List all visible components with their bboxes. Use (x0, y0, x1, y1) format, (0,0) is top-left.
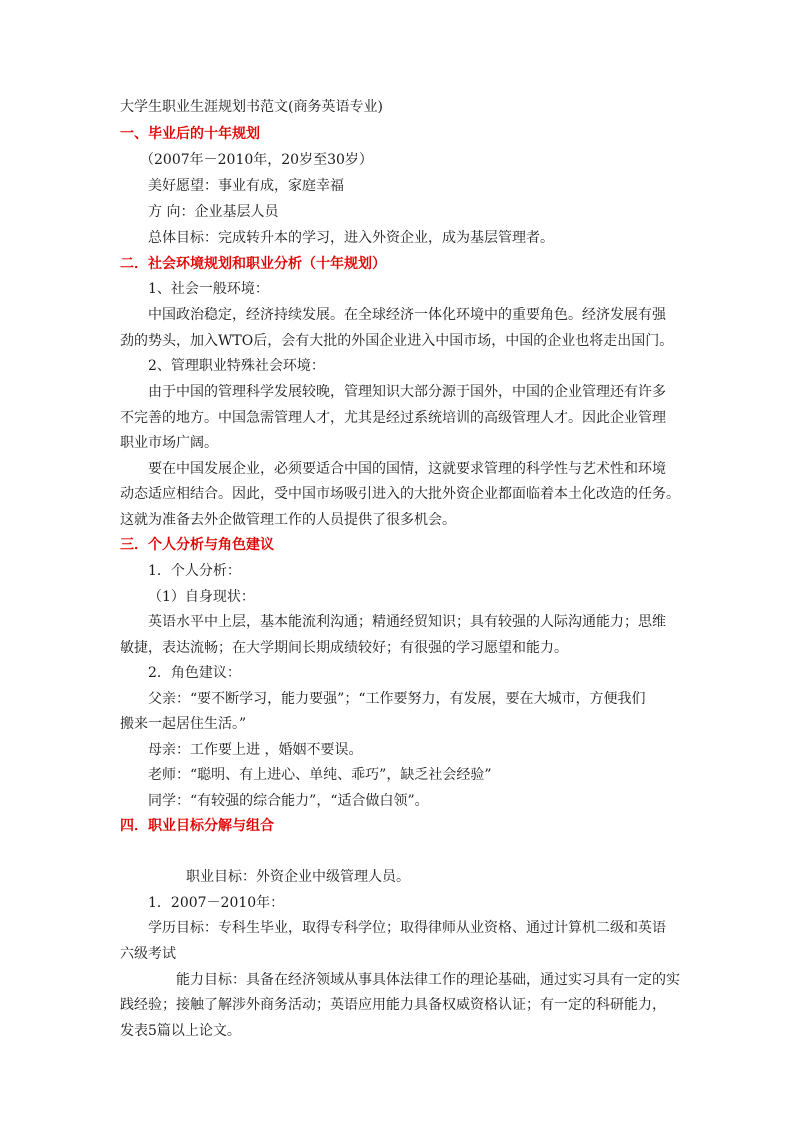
paragraph-line: 动态适应相结合。因此，受中国市场吸引进入的大批外资企业都面临着本土化改造的任务。 (120, 486, 680, 502)
mother-quote-line: 母亲：工作要上进 ，婚姻不要误。 (148, 742, 363, 758)
ability-goal-line: 发表5篇以上论文。 (120, 1023, 241, 1039)
ability-goal-line: 践经验；接触了解涉外商务活动；英语应用能力具备权威资格认证；有一定的科研能力， (120, 997, 666, 1013)
subheading-current-status: （1）自身现状： (148, 589, 255, 605)
education-goal-line: 学历目标：专科生毕业，取得专科学位；取得律师从业资格、通过计算机二级和英语 (148, 920, 666, 936)
direction-line: 方 向：企业基层人员 (148, 204, 279, 220)
ability-goal-line: 能力目标：具备在经济领域从事具体法律工作的理论基础，通过实习具有一定的实 (176, 972, 680, 988)
paragraph-line: 职业市场广阔。 (120, 435, 218, 451)
paragraph-line: 英语水平中上层，基本能流利沟通；精通经贸知识；具有较强的人际沟通能力；思维 (148, 614, 666, 630)
paragraph-line: 不完善的地方。中国急需管理人才，尤其是经过系统培训的高级管理人才。因此企业管理 (120, 410, 666, 426)
section-heading-2: 二．社会环境规划和职业分析（十年规划） (120, 256, 386, 272)
classmate-quote-line: 同学：“有较强的综合能力”，“适合做白领”。 (148, 793, 429, 809)
paragraph-line: 这就为准备去外企做管理工作的人员提供了很多机会。 (120, 512, 456, 528)
subheading-management-environment: 2、管理职业特殊社会环境： (148, 358, 325, 374)
father-quote-line: 搬来一起居住生活。” (120, 716, 247, 732)
section-heading-4: 四．职业目标分解与组合 (120, 818, 274, 834)
father-quote-line: 父亲：“要不断学习，能力要强”；“工作要努力，有发展，要在大城市，方便我们 (148, 691, 646, 707)
planning-period: （2007年－2010年，20岁至30岁） (140, 152, 373, 168)
subheading-general-environment: 1、社会一般环境： (148, 281, 269, 297)
paragraph-line: 敏捷，表达流畅；在大学期间长期成绩较好；有很强的学习愿望和能力。 (120, 640, 568, 656)
paragraph-line: 中国政治稳定，经济持续发展。在全球经济一体化环境中的重要角色。经济发展有强 (148, 307, 666, 323)
paragraph-line: 要在中国发展企业，必须要适合中国的国情，这就要求管理的科学性与艺术性和环境 (148, 461, 666, 477)
section-heading-3: 三．个人分析与角色建议 (120, 537, 274, 553)
education-goal-line: 六级考试 (120, 946, 176, 962)
subheading-personal-analysis: 1．个人分析： (148, 563, 241, 579)
section-heading-1: 一、毕业后的十年规划 (120, 126, 260, 142)
wish-line: 美好愿望：事业有成，家庭幸福 (148, 178, 344, 194)
document-title: 大学生职业生涯规划书范文(商务英语专业) (120, 99, 383, 115)
teacher-quote-line: 老师：“聪明、有上进心、单纯、乖巧”，缺乏社会经验” (148, 767, 492, 783)
career-goal-line: 职业目标：外资企业中级管理人员。 (186, 869, 410, 885)
paragraph-line: 劲的势头，加入WTO后，会有大批的外国企业进入中国市场，中国的企业也将走出国门。 (120, 333, 674, 349)
subheading-2007-2010: 1．2007－2010年： (148, 895, 285, 911)
subheading-role-suggestions: 2．角色建议： (148, 665, 241, 681)
paragraph-line: 由于中国的管理科学发展较晚，管理知识大部分源于国外，中国的企业管理还有许多 (148, 384, 666, 400)
overall-goal-line: 总体目标：完成转升本的学习，进入外资企业，成为基层管理者。 (148, 230, 554, 246)
